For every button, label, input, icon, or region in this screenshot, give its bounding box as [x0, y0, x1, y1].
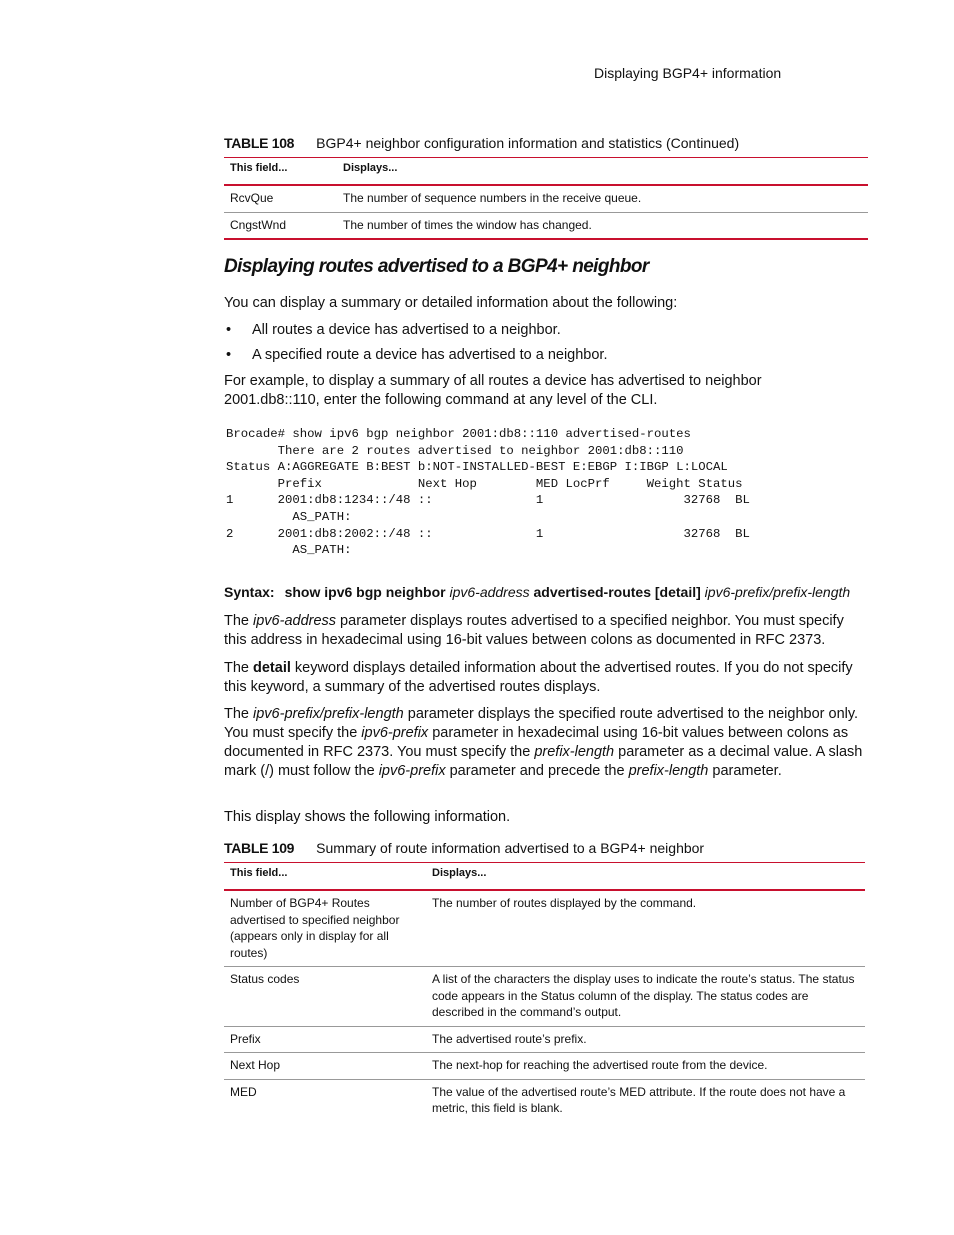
table-row	[224, 212, 868, 239]
prefix-paragraph: The ipv6-prefix/prefix-length parameter displays the specified route advertised to the neighbor only. You must specify the ipv6-prefix parameter in hexadecimal using 16-bit values between colons as documented in RFC 2373. You must specify the prefix-length parameter as a decimal value. A slash mark (/) must follow the ipv6-prefix parameter and precede the prefix-length parameter.	[224, 706, 863, 779]
list-item-text: A specified route a device has advertised to a neighbor.	[252, 347, 608, 363]
table-109	[224, 862, 865, 1122]
table-row	[224, 1053, 865, 1080]
column-header: This field...	[224, 158, 337, 186]
description-cell: The value of the advertised route’s MED attribute. If the route does not have a metric, this field is blank.	[432, 1084, 846, 1115]
table-row	[224, 185, 868, 212]
description-cell: The number of routes displayed by the command.	[426, 890, 865, 967]
syntax-argument: ipv6-address	[449, 584, 530, 600]
field-cell: MED	[230, 1084, 257, 1099]
cli-output: Brocade# show ipv6 bgp neighbor 2001:db8::110 advertised-routes There are 2 routes advertised to neighbor 2001:db8::110 Status A:AGGREGATE B:BEST b:NOT-INSTALLED-BEST E:EBGP I:IBGP L:LOCAL Prefix Next Hop MED LocPrf Weight Status 1 2001:db8:1234::/48 :: 1 32768 BL AS_PATH: 2 2001:db8:2002::/48 :: 1 32768 BL AS_PATH:	[226, 427, 750, 558]
detail-paragraph: The detail keyword displays detailed information about the advertised routes. If you do not specify this keyword, a summary of the advertised routes displays.	[224, 660, 853, 695]
column-header: Displays...	[426, 863, 865, 891]
syntax-argument: ipv6-prefix/prefix-length	[704, 584, 851, 600]
table-108-caption	[224, 135, 739, 151]
field-cell: CngstWnd	[224, 212, 337, 239]
field-cell: Prefix	[224, 1026, 426, 1053]
example-intro-paragraph: For example, to display a summary of all routes a device has advertised to neighbor 2001.db8::110, enter the following command at any level of the CLI.	[224, 373, 762, 408]
column-header: This field...	[224, 863, 426, 891]
column-header: Displays...	[337, 158, 868, 186]
syntax-label: Syntax:	[224, 584, 275, 600]
intro-paragraph: You can display a summary or detailed information about the following:	[224, 295, 678, 311]
table-108	[224, 157, 868, 240]
ipv6-address-paragraph: The ipv6-address parameter displays routes advertised to a specified neighbor. You must specify this address in hexadecimal using 16-bit values between colons as documented in RFC 2373.	[224, 613, 844, 648]
display-info-paragraph: This display shows the following information.	[224, 809, 511, 825]
table-caption: BGP4+ neighbor configuration information and statistics (Continued)	[316, 135, 740, 151]
description-cell: The number of sequence numbers in the receive queue.	[337, 185, 868, 212]
description-cell: The advertised route’s prefix.	[426, 1026, 865, 1053]
description-cell: The next-hop for reaching the advertised route from the device.	[426, 1053, 865, 1080]
syntax-command: show ipv6 bgp neighbor	[284, 584, 446, 600]
bullet-icon: •	[226, 347, 232, 363]
field-cell: RcvQue	[224, 185, 337, 212]
list-item	[226, 322, 561, 338]
description-cell: A list of the characters the display uses to indicate the route’s status. The status code appears in the Status column of the display. The status codes are described in the command’s output.	[426, 967, 865, 1027]
table-109-caption	[224, 840, 704, 856]
syntax-line	[224, 584, 850, 600]
field-cell: Number of BGP4+ Routes advertised to specified neighbor (appears only in display for all routes)	[224, 890, 426, 967]
table-row	[224, 1026, 865, 1053]
table-caption: Summary of route information advertised to a BGP4+ neighbor	[316, 840, 705, 856]
description-cell: The number of times the window has changed.	[337, 212, 868, 239]
field-cell: Status codes	[224, 967, 426, 1027]
bullet-icon: •	[226, 322, 232, 338]
list-item	[226, 347, 607, 363]
running-header: Displaying BGP4+ information	[594, 65, 782, 81]
field-cell: Next Hop	[224, 1053, 426, 1080]
list-item-text: All routes a device has advertised to a neighbor.	[252, 322, 561, 338]
table-row	[224, 967, 865, 1027]
syntax-keyword: advertised-routes [detail]	[533, 584, 701, 600]
table-number: TABLE 108	[224, 135, 295, 151]
table-row	[224, 890, 865, 967]
table-number: TABLE 109	[224, 840, 295, 856]
section-title: Displaying routes advertised to a BGP4+ neighbor	[224, 256, 649, 277]
table-row	[224, 1079, 865, 1122]
